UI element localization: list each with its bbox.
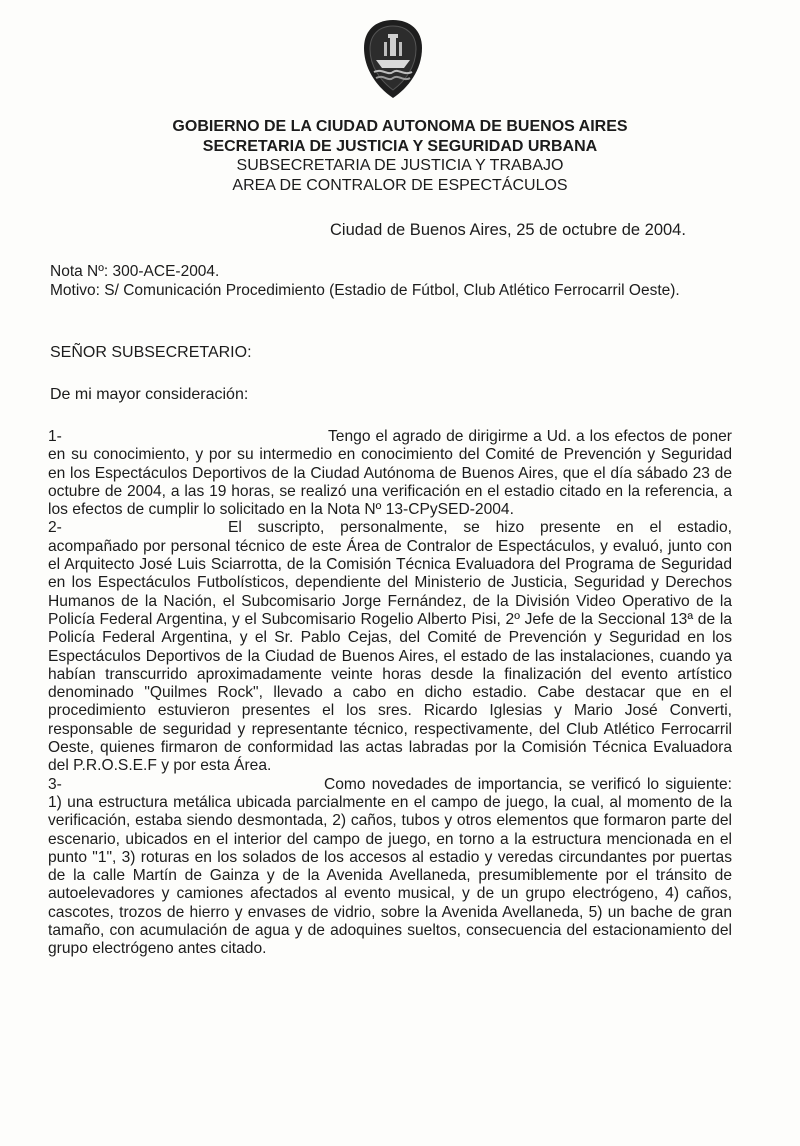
paragraph-3 <box>48 776 732 959</box>
paragraph-2 <box>48 519 732 775</box>
paragraph-number: 1- <box>48 428 62 445</box>
letterhead-subsecretariat: SUBSECRETARIA DE JUSTICIA Y TRABAJO <box>236 157 564 174</box>
paragraph-number: 2- <box>48 519 62 537</box>
paragraph-text: Como novedades de importancia, se verificó lo siguiente: 1) una estructura metálica ubicada parcialmente en el campo de juego, la cual, al momento de la verificación, estaba siendo desmontada, 2) caños, tubos y otros elementos que formaron parte del escenario, ubicados en el interior del campo de juego, en torno a la estructura mencionada en el punto "1", 3) roturas en los solados de los accesos al estadio y veredas circundantes por puertas de la calle Martín de Gainza y de la Avenida Avellaneda, presumiblemente por el tránsito de autoelevadores y camiones afectados al evento musical, y de un grupo electrógeno, 4) caños, cascotes, trozos de hierro y envases de vidrio, sobre la Avenida Avellaneda, 5) un bache de gran tamaño, con acumulación de agua y de adoquines sueltos, consecuencia del estacionamiento del grupo electrógeno antes citado. <box>48 775 732 958</box>
motivo-subject: Motivo: S/ Comunicación Procedimiento (Estadio de Fútbol, Club Atlético Ferrocarril Oeste). <box>50 282 680 299</box>
letter-date: Ciudad de Buenos Aires, 25 de octubre de 2004. <box>330 221 686 239</box>
city-coat-of-arms-seal <box>360 18 426 100</box>
paragraph-number: 3- <box>48 775 62 793</box>
paragraph-text: Tengo el agrado de dirigirme a Ud. a los efectos de poner en su conocimiento, y por su intermedio en conocimiento del Comité de Prevención y Seguridad en los Espectáculos Deportivos de la Ciudad Autónoma de Buenos Aires, que el día sábado 23 de octubre de 2004, a las 19 horas, se realizó una verificación en el estadio citado en la referencia, a los efectos de cumplir lo solicitado en la Nota Nº 13-CPySED-2004. <box>48 428 732 519</box>
letterhead-government: GOBIERNO DE LA CIUDAD AUTONOMA DE BUENOS AIRES <box>172 118 628 135</box>
letterhead <box>120 117 680 195</box>
reference-block <box>50 262 750 300</box>
paragraph-1 <box>48 428 732 519</box>
nota-number: Nota Nº: 300-ACE-2004. <box>50 263 220 280</box>
letterhead-area: AREA DE CONTRALOR DE ESPECTÁCULOS <box>232 176 568 194</box>
salutation: SEÑOR SUBSECRETARIO: <box>50 344 252 361</box>
greeting: De mi mayor consideración: <box>50 386 249 403</box>
letter-body <box>48 428 732 959</box>
letterhead-secretariat: SECRETARIA DE JUSTICIA Y SEGURIDAD URBANA <box>202 137 598 155</box>
paragraph-text: El suscripto, personalmente, se hizo presente en el estadio, acompañado por personal técnico de este Área de Contralor de Espectáculos, y evaluó, junto con el Arquitecto José Luis Sciarrotta, de la Comisión Técnica Evaluadora del Programa de Seguridad en los Espectáculos Futbolísticos, dependiente del Ministerio de Justicia, Seguridad y Derechos Humanos de la Nación, el Subcomisario Jorge Fernández, de la División Video Operativo de la Policía Federal Argentina, y el Subcomisario Rogelio Alberto Pisi, 2º Jefe de la Seccional 13ª de la Policía Federal Argentina, y el Sr. Pablo Cejas, del Comité de Prevención y Seguridad en los Espectáculos Deportivos de la Ciudad de Buenos Aires, el estado de las instalaciones, cuando ya habían transcurrido aproximadamente veinte horas desde la finalización del evento artístico denominado "Quilmes Rock", llevado a cabo en dicho estadio. Cabe destacar que en el procedimiento estuvieron presentes el los sres. Ricardo Iglesias y Mario José Converti, responsable de seguridad y representante técnico, respectivamente, del Club Atlético Ferrocarril Oeste, quienes firmaron de conformidad las actas labradas por la Comisión Técnica Evaluadora del P.R.O.S.E.F y por esta Área. <box>48 519 732 775</box>
